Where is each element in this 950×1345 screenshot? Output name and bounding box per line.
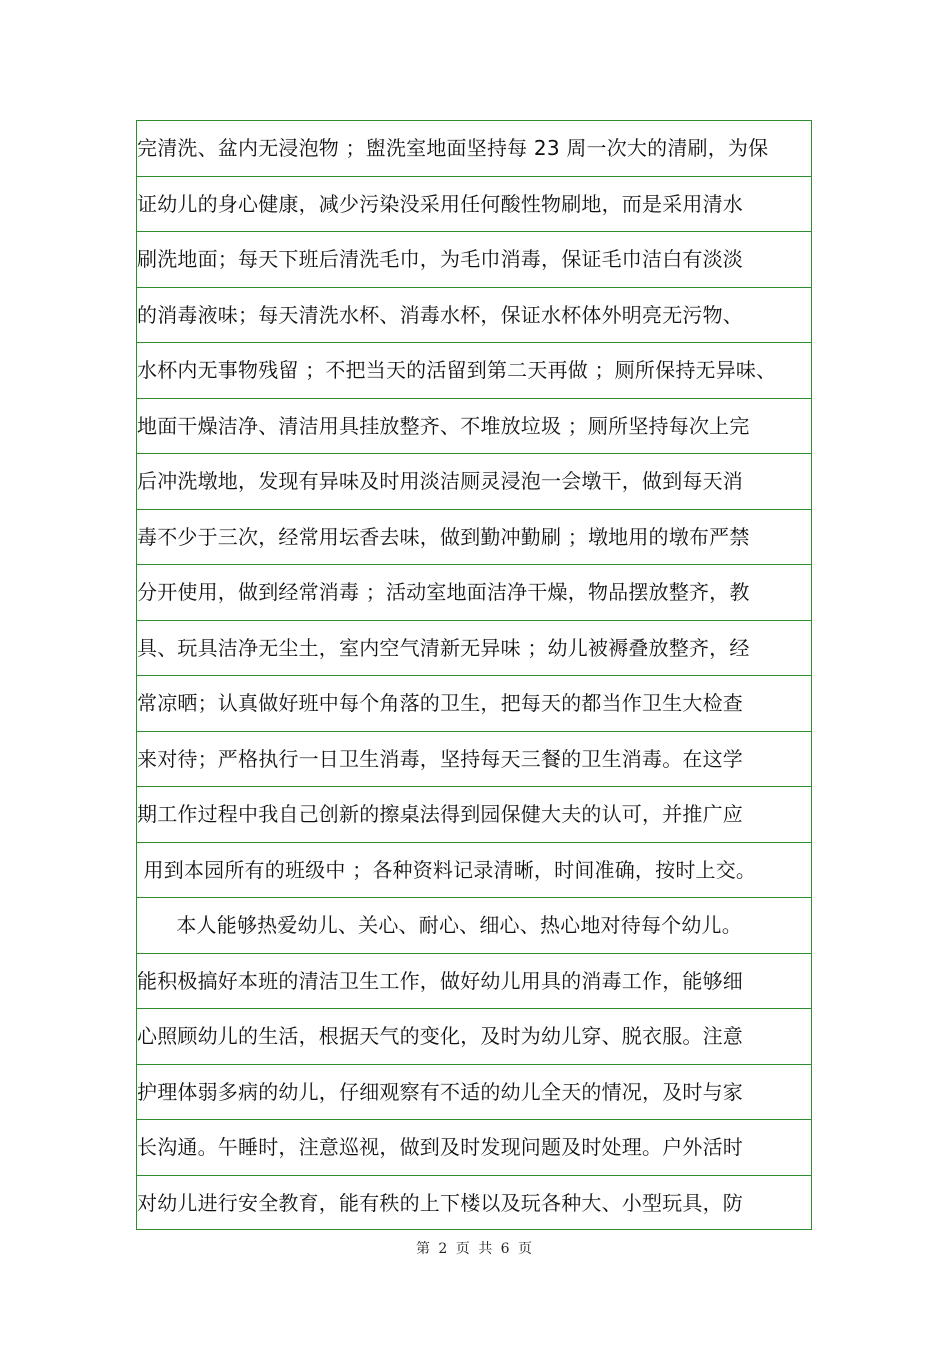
text-line — [137, 732, 811, 788]
text-line — [137, 787, 811, 843]
text-line — [137, 232, 811, 288]
line-text: 长沟通。午睡时，注意巡视，做到及时发现问题及时处理。户外活时 — [137, 1135, 743, 1159]
text-line — [137, 676, 811, 732]
line-text: 对幼儿进行安全教育，能有秩的上下楼以及玩各种大、小型玩具，防 — [137, 1190, 743, 1215]
line-text: 完清洗、盆内无浸泡物 ；盥洗室地面坚持每 23 周一次大的清刷，为保 — [137, 136, 769, 160]
line-text: 毒不少于三次，经常用坛香去味，做到勤冲勤刷 ；墩地用的墩布严禁 — [137, 524, 750, 549]
text-line — [137, 1176, 811, 1232]
line-text: 用到本园所有的班级中 ；各种资料记录清晰，时间准确，按时上交。 — [137, 857, 757, 882]
text-line — [137, 121, 811, 177]
text-line — [137, 288, 811, 344]
page-number-footer: 第 2 页 共 6 页 — [415, 1241, 535, 1257]
line-text: 的消毒液味；每天清洗水杯、消毒水杯，保证水杯体外明亮无污物、 — [137, 302, 743, 327]
line-text: 刷洗地面；每天下班后清洗毛巾，为毛巾消毒，保证毛巾洁白有淡淡 — [137, 247, 743, 271]
text-line — [137, 343, 811, 399]
line-text: 心照顾幼儿的生活，根据天气的变化，及时为幼儿穿、脱衣服。注意 — [137, 1024, 743, 1048]
text-line — [137, 898, 811, 954]
line-text: 分开使用，做到经常消毒 ；活动室地面洁净干燥，物品摆放整齐，教 — [137, 580, 750, 604]
line-text: 能积极搞好本班的清洁卫生工作，做好幼儿用具的消毒工作，能够细 — [137, 968, 743, 993]
line-text: 本人能够热爱幼儿、关心、耐心、细心、热心地对待每个幼儿。 — [137, 913, 742, 937]
text-line — [137, 399, 811, 455]
line-text: 地面干燥洁净、清洁用具挂放整齐、不堆放垃圾 ；厕所坚持每次上完 — [137, 413, 750, 438]
text-line — [137, 510, 811, 566]
text-line — [137, 454, 811, 510]
text-line — [137, 954, 811, 1010]
text-line — [137, 565, 811, 621]
text-line — [137, 1065, 811, 1121]
line-text: 水杯内无事物残留 ；不把当天的活留到第二天再做 ；厕所保持无异味、 — [137, 358, 777, 382]
text-line — [137, 621, 811, 677]
line-text: 来对待；严格执行一日卫生消毒，坚持每天三餐的卫生消毒。在这学 — [137, 746, 743, 771]
text-line — [137, 1120, 811, 1176]
line-text: 证幼儿的身心健康，减少污染没采用任何酸性物刷地，而是采用清水 — [137, 191, 743, 216]
line-text: 后冲洗墩地，发现有异味及时用淡洁厕灵浸泡一会墩干，做到每天消 — [137, 469, 743, 493]
text-line — [137, 843, 811, 899]
line-text: 护理体弱多病的幼儿，仔细观察有不适的幼儿全天的情况，及时与家 — [137, 1079, 743, 1104]
text-grid-frame — [136, 120, 812, 1230]
line-text: 常凉晒；认真做好班中每个角落的卫生，把每天的都当作卫生大检查 — [137, 691, 743, 715]
line-text: 期工作过程中我自己创新的擦桌法得到园保健大夫的认可，并推广应 — [137, 802, 743, 826]
text-line — [137, 177, 811, 233]
line-text: 具、玩具洁净无尘土，室内空气清新无异味 ；幼儿被褥叠放整齐，经 — [137, 635, 750, 660]
text-line — [137, 1009, 811, 1065]
